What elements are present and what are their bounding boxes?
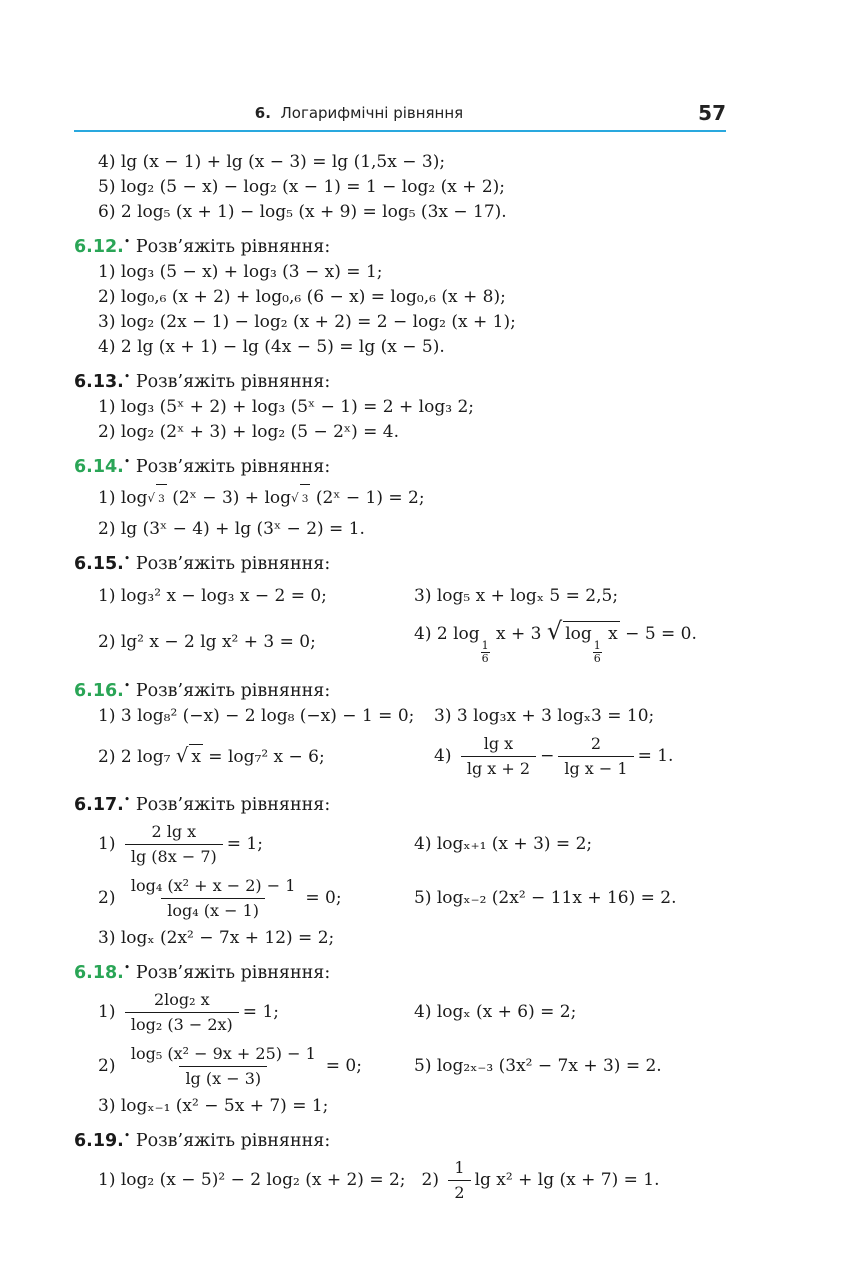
list-item: 4) 2 log $\frac{1}{6}$ x + 3 √ log $\frac{1}{6}$ x − 5 = 0. bbox=[414, 617, 697, 666]
list-row bbox=[98, 615, 726, 669]
list-item: 5) logₓ₋₂ (2x² − 11x + 16) = 2. bbox=[414, 888, 677, 909]
list-item: 6) 2 log₅ (x + 1) − log₅ (x + 9) = log₅ (3x − 17). bbox=[98, 202, 507, 222]
list-item: 1) log₃ (5ˣ + 2) + log₃ (5ˣ − 1) = 2 + log₃ 2; bbox=[98, 396, 474, 417]
list-item: 3) logₓ₋₁ (x² − 5x + 7) = 1; bbox=[98, 1095, 329, 1116]
list-item: 1) $\frac{\text{2 lg x}}{\lg (8x - 7)}$ = 1; bbox=[98, 822, 263, 867]
list-item: 1) log √ 3 (2ˣ − 3) + log √ 3 (2ˣ − 1) = 2; bbox=[98, 479, 726, 517]
exercise-number: 6.15. bbox=[74, 554, 124, 575]
fraction: $\frac{\text{lg x}}{\text{lg x + 2}}$ bbox=[461, 734, 536, 779]
list-item: 3) log₅ x + logₓ 5 = 2,5; bbox=[414, 586, 619, 607]
list-item: 1) $\frac{\text{2log₂ x}}{\text{log₂ (3 − 2x)}}$ = 1; bbox=[98, 990, 279, 1035]
list-row bbox=[98, 577, 726, 615]
exercise-number: 6.13. bbox=[74, 371, 124, 392]
list-row bbox=[98, 1154, 726, 1208]
list-item: 2) $\frac{1}{2}$ lg x² + lg (x + 7) = 1. bbox=[421, 1158, 660, 1203]
exercise-instruction: Розв’яжіть рівняння: bbox=[135, 962, 331, 983]
list-row bbox=[98, 872, 726, 926]
page-header bbox=[74, 100, 726, 132]
list-item: 2) log₂ (2ˣ + 3) + log₂ (5 − 2ˣ) = 4. bbox=[98, 421, 400, 442]
exercise-instruction: Розв’яжіть рівняння: bbox=[135, 554, 331, 575]
list-item: 1) log₃² x − log₃ x − 2 = 0; bbox=[98, 586, 327, 607]
list-row bbox=[98, 818, 726, 872]
exercise-instruction: Розв’яжіть рівняння: bbox=[135, 371, 331, 392]
list-item: 3) 3 log₃x + 3 logₓ3 = 10; bbox=[434, 706, 655, 727]
list-row bbox=[98, 986, 726, 1040]
exercise-instruction: Розв’яжіть рівняння: bbox=[135, 794, 331, 815]
exercise-number: 6.16. bbox=[74, 681, 124, 702]
list-item: 2) 2 log₇ √ x = log₇² x − 6; bbox=[98, 743, 434, 770]
fraction: $\frac{\text{2log₂ x}}{\text{log₂ (3 − 2x)}}$ bbox=[125, 990, 239, 1035]
exercise-instruction: Розв’яжіть рівняння: bbox=[135, 456, 331, 477]
list-item: 1) 3 log₈² (−x) − 2 log₈ (−x) − 1 = 0; bbox=[98, 706, 415, 727]
page-number: 57 bbox=[698, 101, 726, 125]
list-item: 3) log₂ (2x − 1) − log₂ (x + 2) = 2 − log₂ (x + 1); bbox=[98, 311, 516, 332]
exercise-instruction: Розв’яжіть рівняння: bbox=[135, 1130, 331, 1151]
list-item: 2) lg² x − 2 lg x² + 3 = 0; bbox=[98, 631, 316, 652]
exercise-6-13: 6.13.• Розв’яжіть рівняння: 1) log₃ (5ˣ + 2) + log₃ (5ˣ − 1) = 2 + log₃ 2; 2) log₂ (2ˣ + 3) + log₂ (5 − 2ˣ) = 4. bbox=[74, 364, 726, 445]
exercise-6-18: 6.18.• Розв’яжіть рівняння: 1) $\frac{\text{2log₂ x}}{\text{log₂ (3 − 2x)}}$ = 1; 4) logₓ (x + 6) = 2; 2) $\frac{\text{log₅ (x² − 9x + 25) − 1}}{\lg (x - 3)}$ = 0; 5) log₂ₓ₋₃ (3x² − 7x + 3) = 2. 3) logₓ₋₁ (x² − 5x + 7) = 1; bbox=[74, 955, 726, 1119]
list-item: 4) 2 lg (x + 1) − lg (4x − 5) = lg (x − 5). bbox=[98, 336, 445, 357]
fraction: $\frac{2}{\text{lg x − 1}}$ bbox=[558, 734, 633, 779]
list-item: 5) log₂ₓ₋₃ (3x² − 7x + 3) = 2. bbox=[414, 1056, 662, 1077]
list-item: 5) log₂ (5 − x) − log₂ (x − 1) = 1 − log₂ (x + 2); bbox=[98, 177, 506, 197]
list-item: 4) $\frac{\text{lg x}}{\text{lg x + 2}}$ − $\frac{2}{\text{lg x − 1}}$ = 1. bbox=[434, 733, 674, 778]
fraction: $\frac{1}{2}$ bbox=[448, 1158, 470, 1203]
list-item: 2) log₀,₆ (x + 2) + log₀,₆ (6 − x) = log₀,₆ (x + 8); bbox=[98, 286, 506, 307]
exercise-6-16: 6.16.• Розв’яжіть рівняння: 1) 3 log₈² (−x) − 2 log₈ (−x) − 1 = 0; 3) 3 log₃x + 3 logₓ3 = 10; 2) 2 log₇ √ x = log₇² x − 6; 4) $\frac{\text{lg x}}{\text{lg x + 2}}$ − $\frac{2}{\text{lg x − 1}}$ = 1. bbox=[74, 673, 726, 783]
exercise-6-15: 6.15.• Розв’яжіть рівняння: 1) log₃² x − log₃ x − 2 = 0; 3) log₅ x + logₓ 5 = 2,5; 2) lg² x − 2 lg x² + 3 = 0; 4) 2 log $\frac{1}{6}$ x + 3 √ log $\frac{1}{6}$ x − 5 = 0. bbox=[74, 546, 726, 669]
fraction: $\frac{\text{log₄ (x² + x − 2) − 1}}{\text{log₄ (x − 1)}}$ bbox=[130, 876, 296, 921]
fraction: $\frac{\text{log₅ (x² − 9x + 25) − 1}}{\lg (x - 3)}$ bbox=[130, 1044, 316, 1089]
exercise-6-12: 6.12.• Розв’яжіть рівняння: 1) log₃ (5 − x) + log₃ (3 − x) = 1; 2) log₀,₆ (x + 2) + log₀,₆ (6 − x) = log₀,₆ (x + 8); 3) log₂ (2x − 1) − log₂ (x + 2) = 2 − log₂ (x + 1); 4) 2 lg (x + 1) − lg (4x − 5) = lg (x − 5). bbox=[74, 229, 726, 360]
list-item: 1) log₂ (x − 5)² − 2 log₂ (x + 2) = 2; bbox=[98, 1170, 406, 1191]
list-item: 4) logₓ (x + 6) = 2; bbox=[414, 1002, 577, 1023]
exercise-number: 6.19. bbox=[74, 1130, 124, 1151]
exercise-number: 6.17. bbox=[74, 794, 124, 815]
exercise-6-19: 6.19.• Розв’яжіть рівняння: 1) log₂ (x − 5)² − 2 log₂ (x + 2) = 2; 2) $\frac{1}{2}$ lg x² + lg (x + 7) = 1. bbox=[74, 1123, 726, 1208]
chapter-title bbox=[74, 104, 644, 122]
fraction: $\frac{\text{2 lg x}}{\lg (8x - 7)}$ bbox=[125, 822, 223, 867]
list-item: 1) log₃ (5 − x) + log₃ (3 − x) = 1; bbox=[98, 261, 383, 282]
list-item: 2) lg (3ˣ − 4) + lg (3ˣ − 2) = 1. bbox=[98, 519, 365, 540]
exercise-number: 6.12. bbox=[74, 236, 124, 257]
exercise-number: 6.14. bbox=[74, 456, 124, 477]
continuation-items bbox=[98, 150, 726, 225]
exercise-6-17: 6.17.• Розв’яжіть рівняння: 1) $\frac{\text{2 lg x}}{\lg (8x - 7)}$ = 1; 4) logₓ₊₁ (x + 3) = 2; 2) $\frac{\text{log₄ (x² + x − 2) − 1}}{\text{log₄ (x − 1)}}$ = 0; 5) logₓ₋₂ (2x² − 11x + 16) = 2. 3) logₓ (2x² − 7x + 12) = 2; bbox=[74, 787, 726, 951]
chapter-number: 6. bbox=[254, 104, 271, 122]
list-item: 4) logₓ₊₁ (x + 3) = 2; bbox=[414, 834, 593, 855]
exercise-instruction: Розв’яжіть рівняння: bbox=[135, 236, 331, 257]
list-item: 2) $\frac{\text{log₄ (x² + x − 2) − 1}}{\text{log₄ (x − 1)}}$ = 0; bbox=[98, 876, 342, 921]
list-row bbox=[98, 729, 726, 783]
exercise-number: 6.18. bbox=[74, 962, 124, 983]
exercise-6-14: 6.14.• Розв’яжіть рівняння: 1) log √ 3 (2ˣ − 3) + log √ 3 (2ˣ − 1) = 2; 2) lg (3ˣ − 4) + lg (3ˣ − 2) = 1. bbox=[74, 449, 726, 543]
list-row bbox=[98, 704, 726, 729]
list-item: 4) lg (x − 1) + lg (x − 3) = lg (1,5x − 3); bbox=[98, 152, 446, 172]
list-row bbox=[98, 1040, 726, 1094]
content bbox=[74, 150, 726, 1208]
list-item: 2) $\frac{\text{log₅ (x² − 9x + 25) − 1}}{\lg (x - 3)}$ = 0; bbox=[98, 1044, 362, 1089]
chapter-title-text: Логарифмічні рівняння bbox=[280, 104, 464, 122]
list-item: 3) logₓ (2x² − 7x + 12) = 2; bbox=[98, 927, 335, 948]
exercise-instruction: Розв’яжіть рівняння: bbox=[135, 681, 331, 702]
